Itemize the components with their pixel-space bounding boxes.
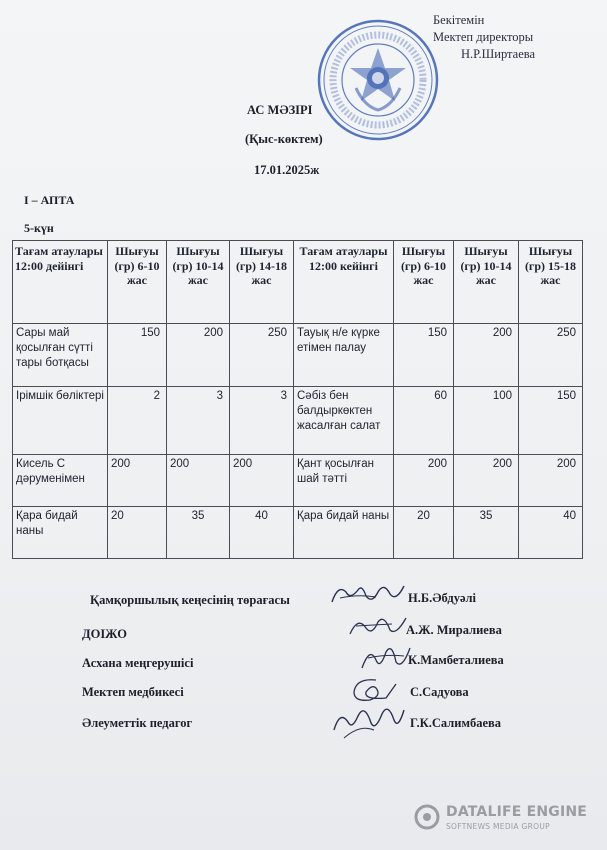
table-cell: 200: [230, 455, 294, 507]
menu-title: АС МӘЗІРІ: [247, 103, 313, 117]
week-label: I – АПТА: [24, 193, 75, 207]
table-cell: 200: [167, 455, 230, 507]
approval-line-3: Н.Р.Ширтаева: [461, 47, 536, 61]
table-cell: 250: [519, 324, 583, 387]
table-cell: 200: [519, 455, 583, 507]
table-cell: 250: [230, 324, 294, 387]
datalife-logo-icon: [414, 804, 440, 830]
header-cell: Шығуы (гр) 6-10 жас: [108, 241, 167, 324]
table-cell: Ірімшік бөліктері: [13, 387, 108, 455]
approval-block: [433, 12, 535, 63]
menu-table: [12, 240, 583, 559]
table-cell: 200: [454, 455, 519, 507]
table-row: [13, 387, 583, 455]
signature-name: С.Садуова: [410, 685, 469, 699]
table-cell: 35: [167, 507, 230, 559]
table-cell: 150: [519, 387, 583, 455]
day-label: 5-күн: [24, 221, 54, 235]
header-cell: Тағам атаулары 12:00 кейінгі: [294, 241, 394, 324]
signature-role: Әлеуметтік педагог: [82, 716, 193, 730]
table-cell: 40: [230, 507, 294, 559]
header-cell: Шығуы (гр) 10-14 жас: [167, 241, 230, 324]
watermark-subtitle: SOFTNEWS MEDIA GROUP: [446, 822, 550, 831]
table-cell: Қара бидай наны: [294, 507, 394, 559]
signature-role: Мектеп медбикесі: [82, 685, 184, 699]
header-cell: Шығуы (гр) 6-10 жас: [394, 241, 454, 324]
header-cell: Шығуы (гр) 15-18 жас: [519, 241, 583, 324]
table-cell: 20: [394, 507, 454, 559]
signature-role: Қамқоршылық кеңесінің төрағасы: [90, 593, 290, 607]
header-cell: Шығуы (гр) 10-14 жас: [454, 241, 519, 324]
table-cell: 200: [454, 324, 519, 387]
signature-3-icon: [356, 640, 414, 674]
signature-name: А.Ж. Миралиева: [406, 623, 502, 637]
watermark-brand: DATALIFE ENGINE: [446, 804, 588, 820]
signature-role: Асхана меңгерушісі: [82, 656, 194, 670]
table-cell: 40: [519, 507, 583, 559]
table-cell: Сәбіз бен балдыркөктен жасалған салат: [294, 387, 394, 455]
table-cell: Тауық н/е күрке етімен палау: [294, 324, 394, 387]
table-cell: 100: [454, 387, 519, 455]
table-cell: 150: [394, 324, 454, 387]
approval-line-1: Бекітемін: [433, 13, 485, 27]
header-cell: Тағам атаулары 12:00 дейінгі: [13, 241, 108, 324]
approval-line-2: Мектеп директоры: [433, 30, 534, 44]
header-cell: Шығуы (гр) 14-18 жас: [230, 241, 294, 324]
table-cell: 20: [108, 507, 167, 559]
table-cell: Қара бидай наны: [13, 507, 108, 559]
menu-season: (Қыс-көктем): [245, 132, 323, 146]
table-cell: Сары май қосылған сүтті тары ботқасы: [13, 324, 108, 387]
signature-5-icon: [330, 700, 408, 744]
table-cell: 200: [394, 455, 454, 507]
signature-name: К.Мамбеталиева: [408, 653, 504, 667]
signature-2-icon: [346, 612, 410, 640]
table-row: [13, 455, 583, 507]
table-cell: 60: [394, 387, 454, 455]
signature-1-icon: [328, 578, 408, 610]
table-cell: Кисель С дәруменімен: [13, 455, 108, 507]
table-row: [13, 507, 583, 559]
table-row: [13, 324, 583, 387]
menu-date: 17.01.2025ж: [254, 163, 320, 177]
table-cell: 150: [108, 324, 167, 387]
signature-role: ДОІЖО: [82, 627, 127, 641]
table-cell: Қант қосылған шай тәтті: [294, 455, 394, 507]
table-cell: 3: [230, 387, 294, 455]
table-cell: 2: [108, 387, 167, 455]
signature-name: Н.Б.Әбдуәлі: [408, 591, 477, 605]
signature-name: Г.К.Салимбаева: [410, 716, 502, 730]
official-seal-icon: [316, 18, 440, 142]
table-cell: 35: [454, 507, 519, 559]
table-cell: 3: [167, 387, 230, 455]
table-cell: 200: [167, 324, 230, 387]
table-cell: 200: [108, 455, 167, 507]
